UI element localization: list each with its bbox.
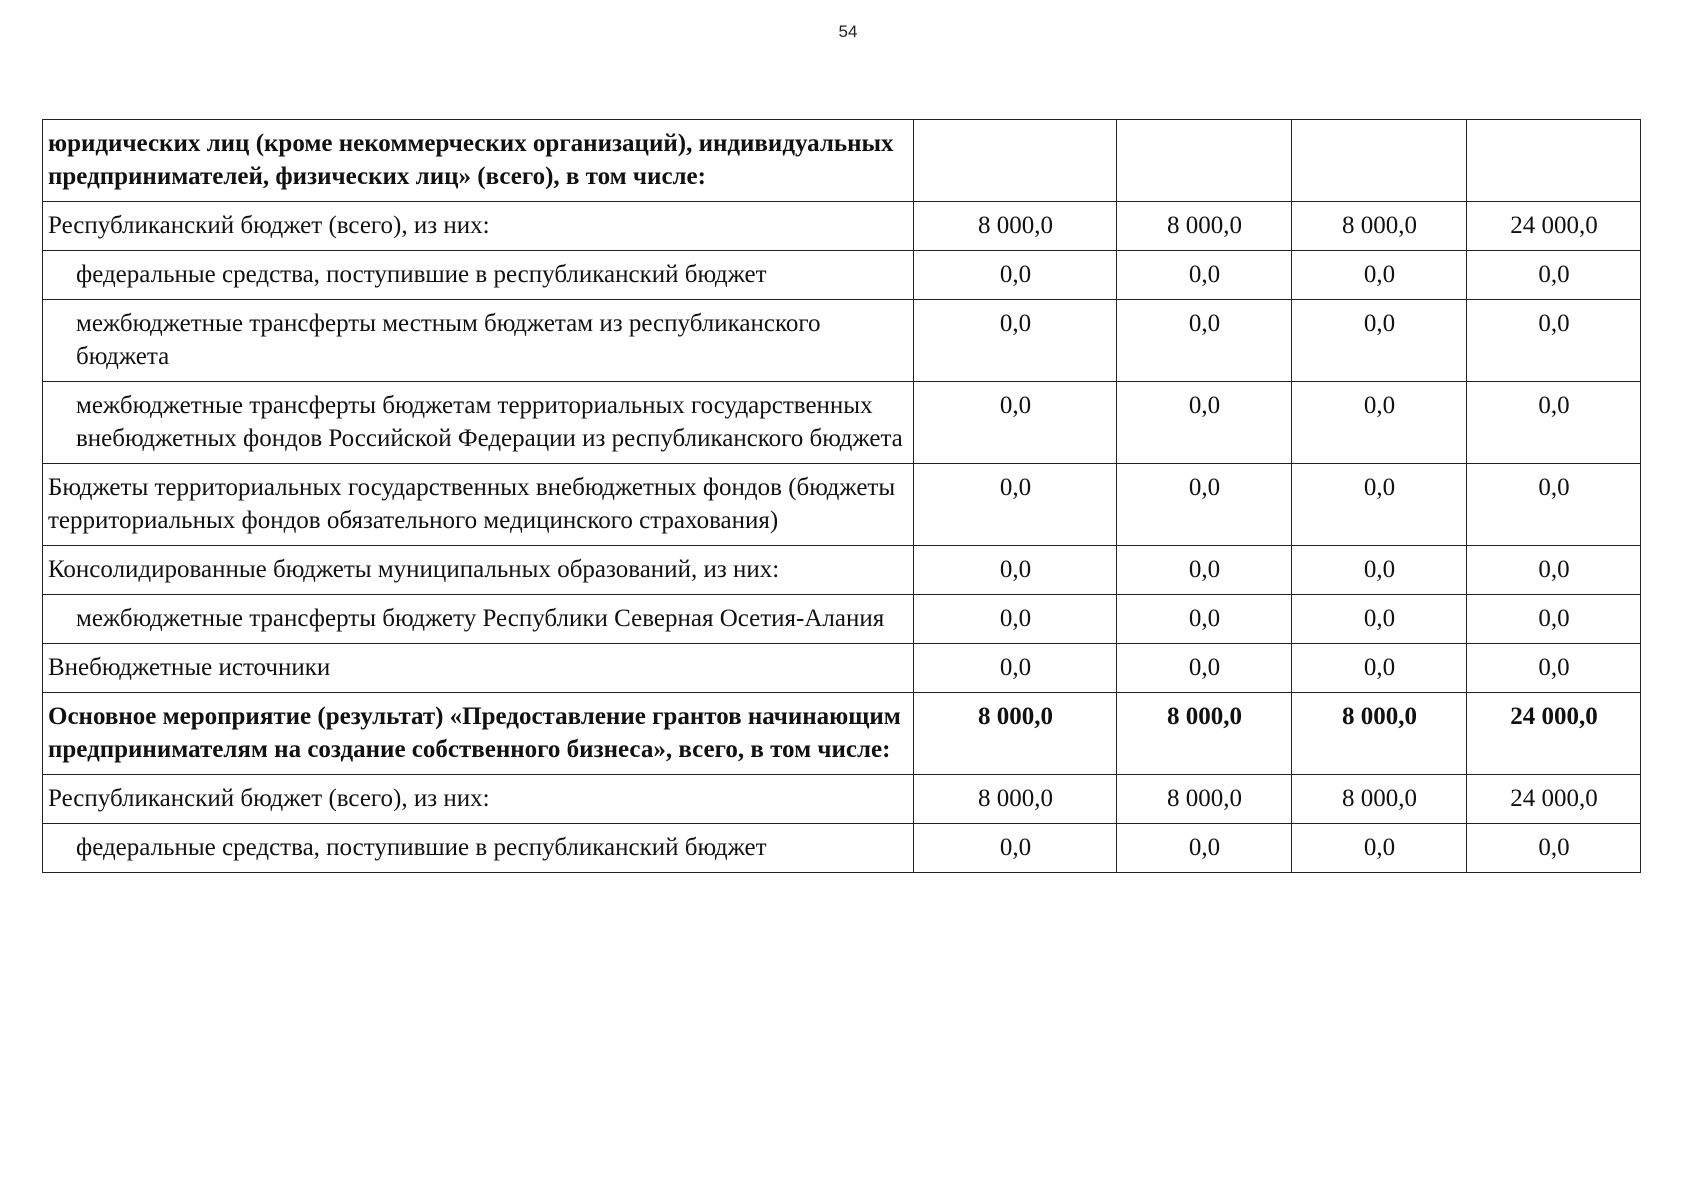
total-value: 0,0: [1467, 824, 1641, 873]
row-label: Внебюджетные источники: [43, 644, 914, 693]
year-1-value: 0,0: [914, 644, 1117, 693]
year-3-value: 0,0: [1292, 300, 1467, 382]
year-2-value: 0,0: [1117, 464, 1292, 546]
year-2-value: 0,0: [1117, 644, 1292, 693]
year-1-value: 8 000,0: [914, 202, 1117, 251]
row-label: Республиканский бюджет (всего), из них:: [43, 202, 914, 251]
year-1-value: 0,0: [914, 251, 1117, 300]
row-label: межбюджетные трансферты бюджету Республики Северная Осетия-Алания: [43, 595, 914, 644]
table-row: [43, 775, 1641, 824]
total-value: 0,0: [1467, 464, 1641, 546]
total-value: 0,0: [1467, 251, 1641, 300]
year-3-value: 0,0: [1292, 546, 1467, 595]
year-2-value: 0,0: [1117, 300, 1292, 382]
table-row: [43, 382, 1641, 464]
total-value: 24 000,0: [1467, 693, 1641, 775]
year-1-value: 0,0: [914, 300, 1117, 382]
year-1-value: 8 000,0: [914, 775, 1117, 824]
row-label: федеральные средства, поступившие в республиканский бюджет: [43, 824, 914, 873]
year-3-value: 0,0: [1292, 464, 1467, 546]
year-1-value: 0,0: [914, 824, 1117, 873]
year-2-value: 0,0: [1117, 546, 1292, 595]
year-1-value: 0,0: [914, 595, 1117, 644]
total-value: 0,0: [1467, 644, 1641, 693]
table-row: [43, 546, 1641, 595]
year-3-value: 0,0: [1292, 644, 1467, 693]
table-row: [43, 251, 1641, 300]
year-1-value: 0,0: [914, 382, 1117, 464]
year-3-value: 0,0: [1292, 595, 1467, 644]
year-2-value: 0,0: [1117, 382, 1292, 464]
row-label: межбюджетные трансферты бюджетам территориальных государственных внебюджетных фондов Российской Федерации из республиканского бюджета: [43, 382, 914, 464]
table-row: [43, 595, 1641, 644]
year-2-value: 0,0: [1117, 824, 1292, 873]
table-row: [43, 644, 1641, 693]
table-row: [43, 120, 1641, 202]
table-row: [43, 693, 1641, 775]
year-3-value: 8 000,0: [1292, 775, 1467, 824]
year-2-value: [1117, 120, 1292, 202]
page-number: 54: [838, 22, 858, 41]
total-value: 0,0: [1467, 595, 1641, 644]
row-label: межбюджетные трансферты местным бюджетам из республиканского бюджета: [43, 300, 914, 382]
total-value: 0,0: [1467, 382, 1641, 464]
table-row: [43, 464, 1641, 546]
row-label: Консолидированные бюджеты муниципальных образований, из них:: [43, 546, 914, 595]
year-2-value: 8 000,0: [1117, 693, 1292, 775]
row-label: Бюджеты территориальных государственных внебюджетных фондов (бюджеты территориальных фондов обязательного медицинского страхования): [43, 464, 914, 546]
total-value: 24 000,0: [1467, 775, 1641, 824]
year-1-value: [914, 120, 1117, 202]
row-label: федеральные средства, поступившие в республиканский бюджет: [43, 251, 914, 300]
year-3-value: 0,0: [1292, 824, 1467, 873]
year-2-value: 0,0: [1117, 595, 1292, 644]
year-2-value: 0,0: [1117, 251, 1292, 300]
total-value: [1467, 120, 1641, 202]
year-3-value: [1292, 120, 1467, 202]
year-1-value: 0,0: [914, 546, 1117, 595]
year-1-value: 0,0: [914, 464, 1117, 546]
row-label: Республиканский бюджет (всего), из них:: [43, 775, 914, 824]
year-1-value: 8 000,0: [914, 693, 1117, 775]
table-row: [43, 202, 1641, 251]
total-value: 0,0: [1467, 300, 1641, 382]
row-label: Основное мероприятие (результат) «Предоставление грантов начинающим предпринимателям на создание собственного бизнеса», всего, в том числе:: [43, 693, 914, 775]
year-3-value: 0,0: [1292, 251, 1467, 300]
table-row: [43, 824, 1641, 873]
table-row: [43, 300, 1641, 382]
year-2-value: 8 000,0: [1117, 775, 1292, 824]
year-3-value: 0,0: [1292, 382, 1467, 464]
total-value: 24 000,0: [1467, 202, 1641, 251]
year-2-value: 8 000,0: [1117, 202, 1292, 251]
year-3-value: 8 000,0: [1292, 202, 1467, 251]
budget-table: [42, 119, 1641, 873]
year-3-value: 8 000,0: [1292, 693, 1467, 775]
total-value: 0,0: [1467, 546, 1641, 595]
row-label: юридических лиц (кроме некоммерческих организаций), индивидуальных предпринимателей, физических лиц» (всего), в том числе:: [43, 120, 914, 202]
